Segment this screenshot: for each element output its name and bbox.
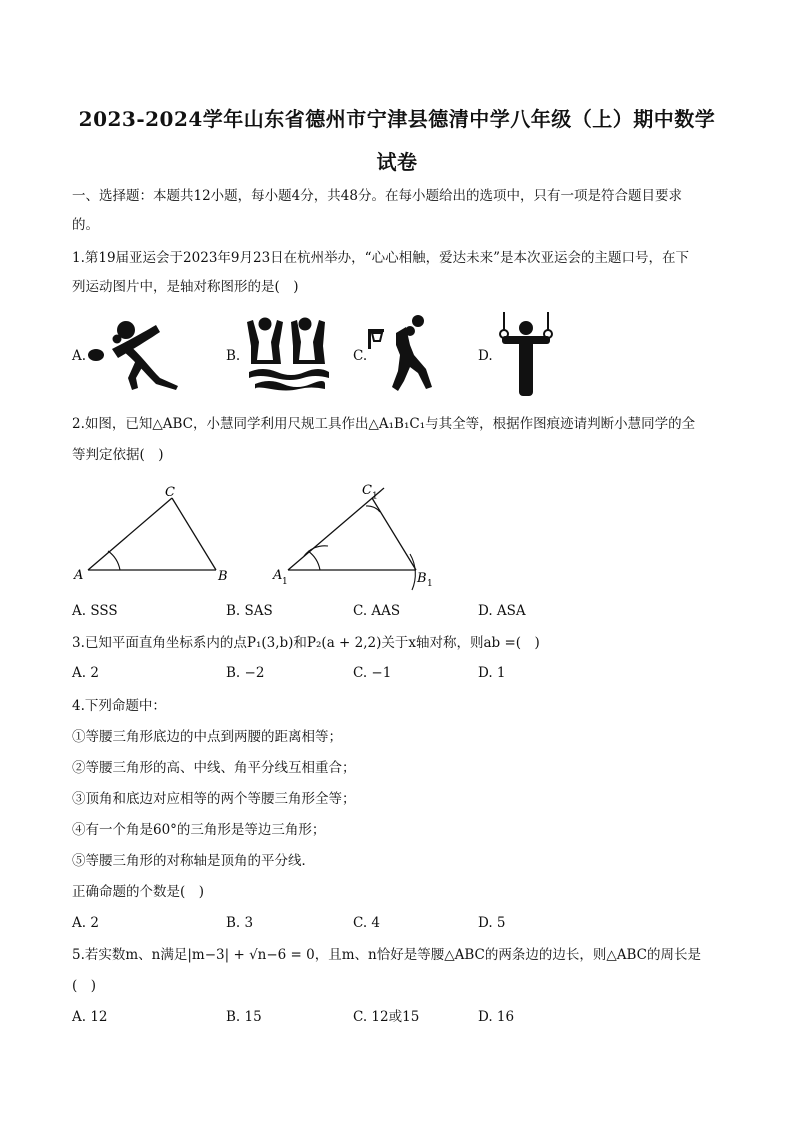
label-b1-subscript: 1 <box>427 579 433 589</box>
label-b1: B <box>417 571 427 586</box>
q4-stem: 4.下列命题中： <box>72 698 166 714</box>
label-a1-subscript: 1 <box>282 577 288 587</box>
exam-title-line2: 试卷 <box>376 150 418 174</box>
label-a1: A <box>273 568 283 583</box>
q3-option-d: D. 1 <box>478 665 506 681</box>
q3-stem: 3.已知平面直角坐标系内的点P₁(3,b)和P₂(a + 2,2)关于x轴对称，则ab =( ) <box>72 635 540 651</box>
q5-option-a: A. 12 <box>72 1009 108 1025</box>
construction-arc-b1 <box>410 554 415 590</box>
q1-option-a-label: A. <box>72 348 87 364</box>
q2-stem-line1: 2.如图，已知△ABC，小慧同学利用尺规工具作出△A₁B₁C₁与其全等，根据作图痕迹请判断小慧同学的全 <box>72 416 696 432</box>
rings-gymnast-icon <box>498 310 554 400</box>
q4-question: 正确命题的个数是( ) <box>72 884 205 900</box>
copy-angle-arc <box>304 546 328 556</box>
q5-stem-line2: ( ) <box>72 978 97 994</box>
label-a: A <box>74 568 84 583</box>
q4-option-a: A. 2 <box>72 915 99 931</box>
angle-a1-arc <box>308 551 320 570</box>
basketball-player-icon <box>366 311 440 393</box>
q1-option-d-label: D. <box>478 348 493 364</box>
q3-option-a: A. 2 <box>72 665 99 681</box>
q3-option-b: B. −2 <box>226 665 265 681</box>
section-instructions-line2: 的。 <box>72 217 99 233</box>
q4-option-c: C. 4 <box>353 915 381 931</box>
q5-option-c: C. 12或15 <box>353 1009 420 1025</box>
q3-option-c: C. −1 <box>353 665 392 681</box>
angle-a-arc <box>108 551 120 570</box>
label-c: C <box>165 485 175 500</box>
q4-statement-5: ⑤等腰三角形的对称轴是顶角的平分线． <box>72 853 315 869</box>
label-c1-subscript: 1 <box>372 491 378 502</box>
triangle-abc-side-ac <box>88 498 172 570</box>
synchronized-swimmers-icon <box>243 316 331 392</box>
q1-stem-line1: 1.第19届亚运会于2023年9月23日在杭州举办，“心心相触，爱达未来”是本次亚运会的主题口号，在下 <box>72 250 689 266</box>
q5-stem-line1: 5.若实数m、n满足|m−3| + √n−6 = 0，且m、n恰好是等腰△ABC的两条边的边长，则△ABC的周长是 <box>72 947 702 963</box>
exam-title-line1: 2023-2024学年山东省德州市宁津县德清中学八年级（上）期中数学 <box>78 107 716 131</box>
q4-option-d: D. 5 <box>478 915 506 931</box>
congruent-triangles-figure <box>70 478 440 594</box>
q2-option-c: C. AAS <box>353 603 401 619</box>
q2-option-a: A. SSS <box>72 603 118 619</box>
triangle-a1b1c1-side-b1c1 <box>372 498 416 570</box>
q1-option-c-label: C. <box>353 348 368 364</box>
q2-stem-line2: 等判定依据( ) <box>72 447 164 463</box>
q4-statement-4: ④有一个角是60°的三角形是等边三角形； <box>72 822 326 838</box>
q4-statement-3: ③顶角和底边对应相等的两个等腰三角形全等； <box>72 791 356 807</box>
q4-statement-1: ①等腰三角形底边的中点到两腰的距离相等； <box>72 729 342 745</box>
triangle-abc-side-bc <box>172 498 216 570</box>
q5-option-b: B. 15 <box>226 1009 262 1025</box>
section-instructions-line1: 一、选择题：本题共12小题，每小题4分，共48分。在每小题给出的选项中，只有一项是符合题目要求 <box>72 188 682 204</box>
q2-option-d: D. ASA <box>478 603 526 619</box>
q4-option-b: B. 3 <box>226 915 254 931</box>
label-b: B <box>218 569 228 584</box>
q1-stem-line2: 列运动图片中，是轴对称图形的是( ) <box>72 279 299 295</box>
table-tennis-player-icon <box>88 316 184 392</box>
q5-option-d: D. 16 <box>478 1009 515 1025</box>
q4-statement-2: ②等腰三角形的高、中线、角平分线互相重合； <box>72 760 356 776</box>
label-c1: C <box>362 482 372 498</box>
q2-option-b: B. SAS <box>226 603 273 619</box>
q1-option-b-label: B. <box>226 348 241 364</box>
triangle-a1b1c1-ray-a1c1 <box>288 488 384 570</box>
